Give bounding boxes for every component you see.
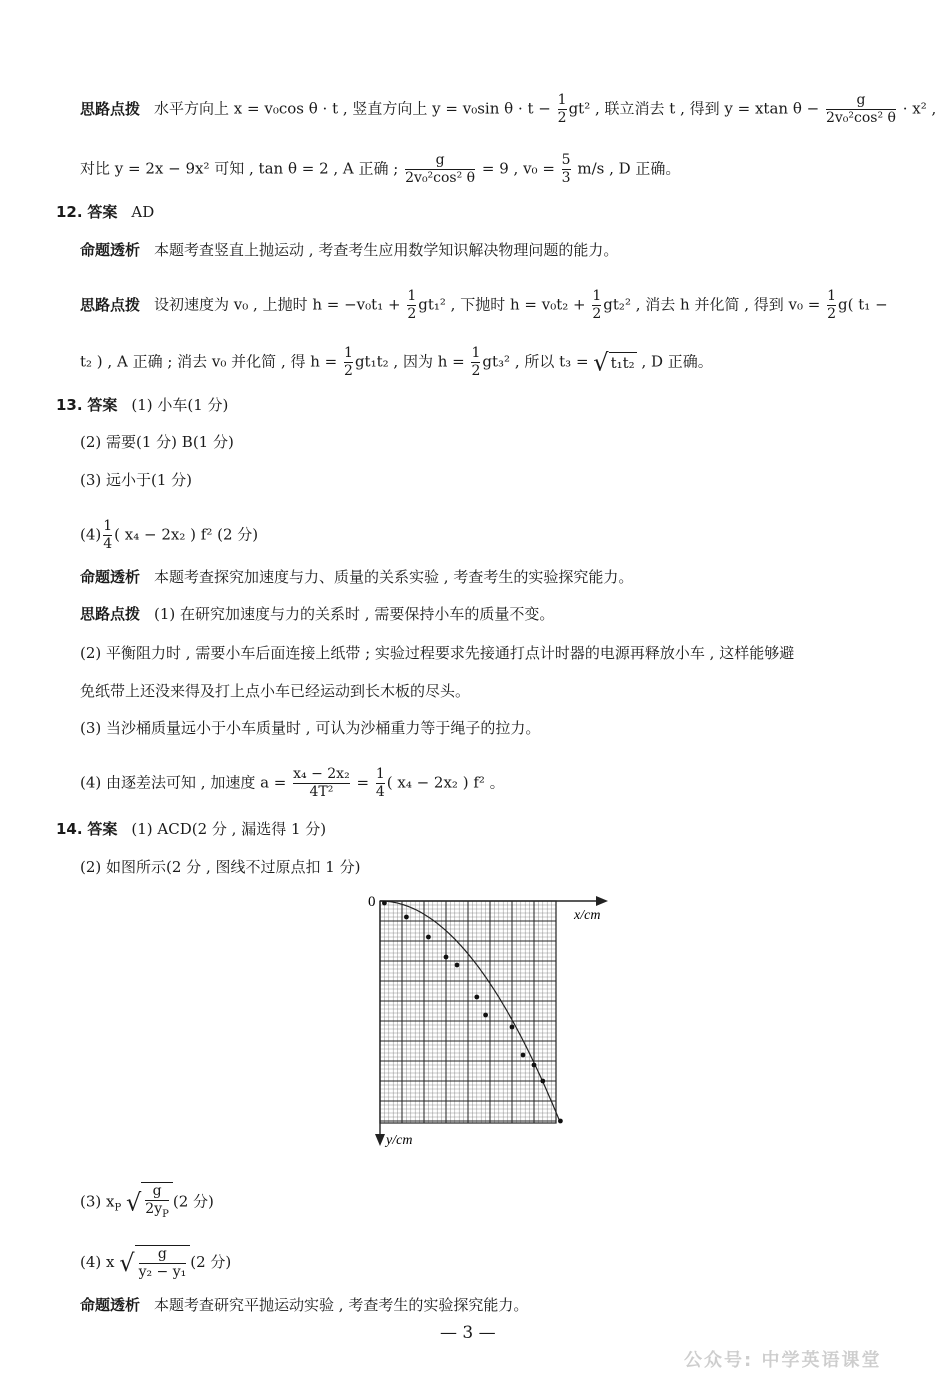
answer-label: 答案 (87, 820, 118, 838)
sqrt-body (135, 1245, 191, 1281)
q11-hint-line2: 对比 y = 2x − 9x² 可知 , tan θ = 2 , A 正确 ; $\frac{g}{\text{2v₀²cos² θ}}$ = 9 , v₀ = $\frac{5}{3}$ m/s , D 正确。 (80, 152, 681, 186)
data-point-10 (532, 1063, 537, 1068)
q14-answer-3: (3) $x_P$ √ $\frac{g}{2y_P}$ (2 分) (80, 1182, 214, 1223)
sqrt-body (141, 1182, 173, 1223)
data-point-6 (474, 995, 479, 1000)
data-point-8 (510, 1025, 515, 1030)
data-point-4 (444, 955, 449, 960)
question-number: 12. (56, 203, 83, 221)
fraction: $\frac{1}{2}$ (592, 288, 602, 322)
data-point-12 (558, 1119, 563, 1124)
fraction: $\frac{g}{\text{y₂ − y₁}}$ (138, 1246, 187, 1280)
fraction: $\frac{1}{4}$ (103, 518, 113, 552)
fit-curve (380, 901, 560, 1123)
idea-insight-label: 命题透析 (80, 241, 141, 259)
radical-sign: √ (593, 348, 609, 377)
q14-insight: 命题透析 本题考查研究平抛运动实验 , 考查考生的实验探究能力。 (80, 1296, 529, 1314)
fraction: $\frac{1}{2}$ (344, 345, 353, 379)
q13-hint-1: 思路点拨 (1) 在研究加速度与力的关系时 , 需要保持小车的质量不变。 (80, 605, 555, 623)
fraction: $\frac{5}{3}$ (561, 152, 571, 186)
data-point-3 (426, 935, 431, 940)
q13-answer-3: (3) 远小于(1 分) (80, 471, 193, 489)
q12-answer: 12. 答案 AD (56, 203, 155, 221)
solution-hint-label: 思路点拨 (80, 99, 141, 118)
data-point-11 (540, 1079, 545, 1084)
fraction: $\frac{\text{x₄ − 2x₂}}{\text{4T²}}$ (293, 766, 350, 800)
data-point-7 (483, 1013, 488, 1018)
y-axis-arrow (375, 1134, 385, 1146)
solution-hint-label: 思路点拨 (80, 605, 141, 623)
x-axis-arrow (596, 896, 608, 906)
fraction: $\frac{g}{\text{2v₀²cos² θ}}$ (405, 152, 476, 186)
q14-answer: 14. 答案 (1) ACD(2 分 , 漏选得 1 分) (56, 820, 327, 838)
q14-answer-2: (2) 如图所示(2 分 , 图线不过原点扣 1 分) (80, 858, 361, 876)
question-number: 13. (56, 396, 83, 414)
origin-label: 0 (368, 894, 376, 910)
fraction: $\frac{1}{2}$ (557, 92, 567, 126)
idea-insight-label: 命题透析 (80, 1296, 141, 1314)
fraction: $\frac{1}{4}$ (375, 766, 385, 800)
question-number: 14. (56, 820, 83, 838)
q13-answer: 13. 答案 (1) 小车(1 分) (56, 396, 229, 414)
fraction: $\frac{g}{\text{2v₀²cos² θ}}$ (825, 92, 896, 126)
q13-hint-3: (3) 当沙桶质量远小于小车质量时 , 可认为沙桶重力等于绳子的拉力。 (80, 719, 541, 737)
trajectory-graph (360, 888, 620, 1158)
radical-sign: √ (119, 1249, 135, 1277)
fraction: $\frac{g}{2y_P}$ (145, 1183, 169, 1223)
q14-answer-4: (4) x √ $\frac{g}{\text{y₂ − y₁}}$ (2 分) (80, 1246, 232, 1280)
data-point-1 (382, 901, 387, 906)
x-axis-label: x/cm (574, 908, 601, 923)
fraction: $\frac{1}{2}$ (407, 288, 417, 322)
q12-insight: 命题透析 本题考查竖直上抛运动 , 考查考生应用数学知识解决物理问题的能力。 (80, 241, 619, 259)
fraction: $\frac{1}{2}$ (827, 288, 837, 322)
answer-label: 答案 (87, 203, 118, 221)
q13-hint-4: (4) 由逐差法可知 , 加速度 a = $\frac{\text{x₄ − 2x₂}}{\text{4T²}}$ = $\frac{1}{4}$ ( x₄ − 2x₂ ) f² 。 (80, 766, 505, 800)
graph-grid (380, 901, 556, 1123)
idea-insight-label: 命题透析 (80, 568, 141, 586)
watermark: 公众号: 中学英语课堂 (684, 1350, 882, 1371)
q13-answer-4: (4) $\frac{1}{4}$ ( x₄ − 2x₂ ) f² (2 分) (80, 518, 259, 552)
solution-hint-label: 思路点拨 (80, 295, 141, 314)
data-point-9 (521, 1053, 526, 1058)
q12-hint-line1: 思路点拨 设初速度为 v₀ , 上抛时 h = −v₀t₁ + $\frac{1}{2}$ gt₁² , 下抛时 h = v₀t₂ + $\frac{1}{2}$ gt₂² , 消去 h 并化简 , 得到 v₀ = $\frac{1}{2}$ g( t₁ − (80, 288, 888, 322)
q13-answer-2: (2) 需要(1 分) B(1 分) (80, 433, 234, 451)
q13-hint-2b: 免纸带上还没来得及打上点小车已经运动到长木板的尽头。 (80, 682, 471, 700)
q11-hint-line1: 思路点拨 水平方向上 x = v₀cos θ · t , 竖直方向上 y = v₀sin θ · t − $\frac{1}{2}$ gt² , 联立消去 t , 得到 y = xtan θ − $\frac{g}{\text{2v₀²cos² θ}}$ · x² , (80, 92, 937, 126)
radical-sign: √ (126, 1188, 142, 1217)
page-number: — 3 — (440, 1323, 496, 1343)
fraction: $\frac{1}{2}$ (471, 345, 481, 379)
answer-label: 答案 (87, 396, 118, 414)
data-point-2 (404, 915, 409, 920)
y-axis-label: y/cm (386, 1133, 413, 1148)
q12-hint-line2: t₂ ) , A 正确 ; 消去 v₀ 并化简 , 得 h = $\frac{1}{2}$ gt₁t₂ , 因为 h = $\frac{1}{2}$ gt₃² , 所以 t₃ = √ t₁t₂ , D 正确。 (80, 345, 713, 379)
q13-insight: 命题透析 本题考查探究加速度与力、质量的关系实验 , 考查考生的实验探究能力。 (80, 568, 634, 586)
q13-hint-2a: (2) 平衡阻力时 , 需要小车后面连接上纸带 ; 实验过程要求先接通打点计时器的电源再释放小车 , 这样能够避 (80, 644, 795, 662)
data-point-5 (455, 963, 460, 968)
